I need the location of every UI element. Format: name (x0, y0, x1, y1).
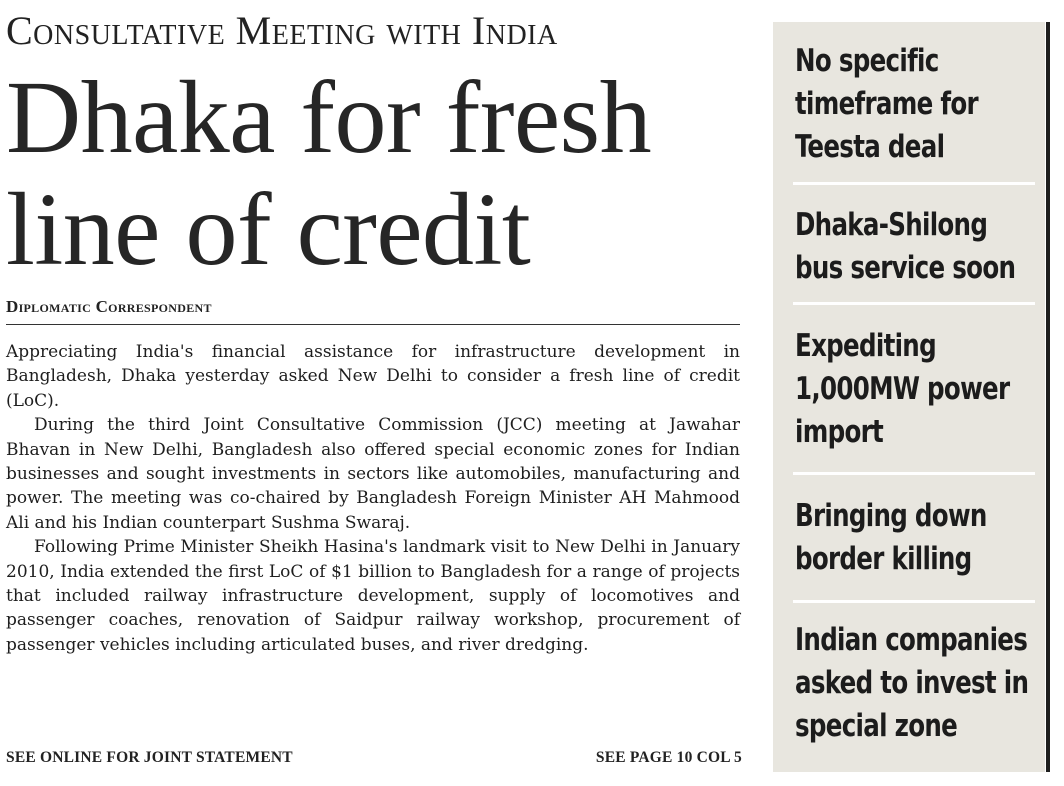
highlight-special-zone: Indian companies asked to invest in special zone (795, 622, 1029, 744)
article-byline: Diplomatic Correspondent (6, 297, 212, 316)
sidebar-edge-rule (1046, 22, 1050, 772)
highlight-divider (793, 182, 1035, 185)
highlights-sidebar (773, 22, 1045, 772)
highlight-border-killing: Bringing down border killing (795, 498, 987, 577)
highlight-teesta: No specific timeframe for Teesta deal (795, 43, 978, 165)
highlight-divider (793, 302, 1035, 305)
article-paragraph-1: Appreciating India's financial assistance for infrastructure development in Bangladesh, Dhaka yesterday asked New Delhi to consider a fresh line of credit (LoC). (6, 342, 740, 411)
highlight-divider (793, 472, 1035, 475)
byline-divider (6, 324, 740, 325)
online-statement-link[interactable]: SEE ONLINE FOR JOINT STATEMENT (6, 749, 293, 766)
article-kicker: Consultative Meeting with India (6, 8, 558, 53)
headline-line-1: Dhaka for fresh (6, 60, 652, 175)
headline-line-2: line of credit (6, 172, 531, 287)
article-paragraph-2: During the third Joint Consultative Commission (JCC) meeting at Jawahar Bhavan in New Delhi, Bangladesh also offered special economic zones for Indian businesses and sought investments in sectors like automobiles, manufacturing and power. The meeting was co-chaired by Bangladesh Foreign Minister AH Mahmood Ali and his Indian counterpart Sushma Swaraj. (6, 415, 740, 533)
highlight-power-import: Expediting 1,000MW power import (795, 328, 1010, 450)
continued-page-reference[interactable]: SEE PAGE 10 COL 5 (595, 749, 742, 766)
article-headline (6, 62, 651, 286)
article-paragraph-3: Following Prime Minister Sheikh Hasina's landmark visit to New Delhi in January 2010, India extended the first LoC of $1 billion to Bangladesh for a range of projects that included railway infrastructure development, supply of locomotives and passenger coaches, renovation of Saidpur railway workshop, procurement of passenger vehicles including articulated buses, and river dredging. (6, 537, 740, 655)
highlight-bus-service: Dhaka-Shilong bus service soon (795, 207, 1016, 286)
highlight-divider (793, 600, 1035, 603)
main-article (6, 0, 742, 786)
article-body (6, 340, 740, 657)
